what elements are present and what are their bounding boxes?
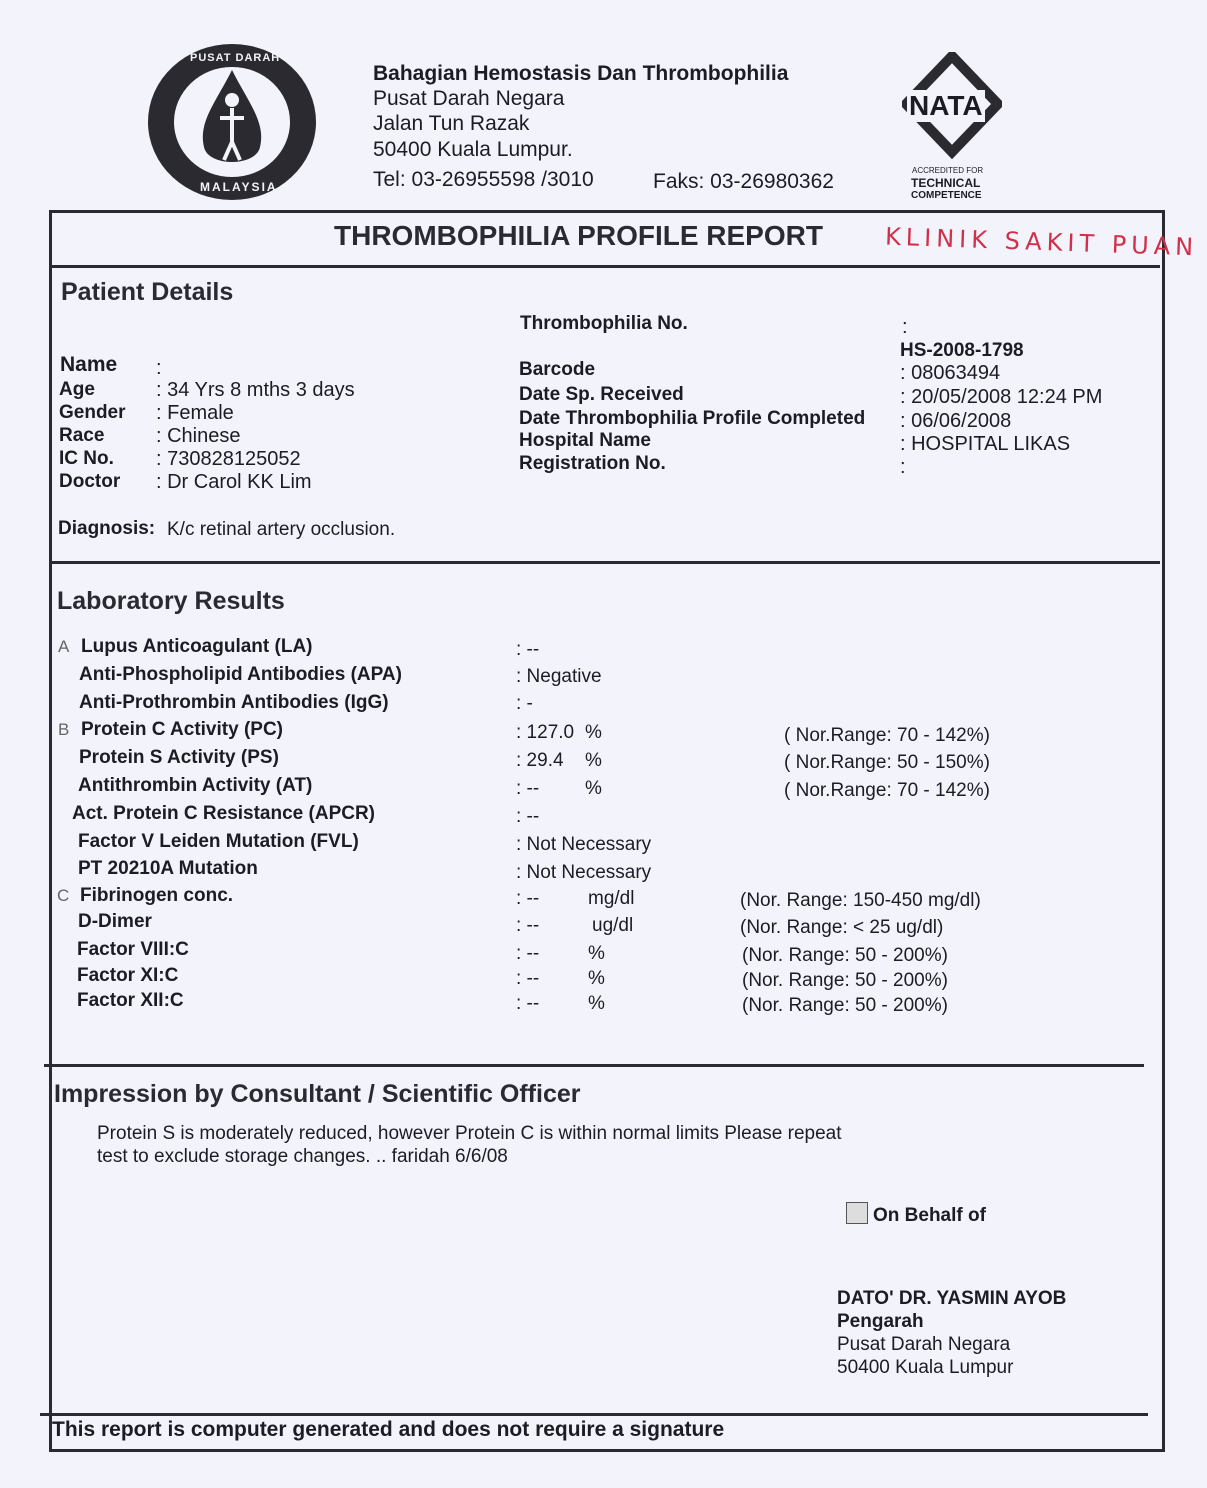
ic-label: IC No. <box>59 448 114 469</box>
thrombophilia-no-value: HS-2008-1798 <box>900 340 1024 361</box>
gender-value: : Female <box>156 402 234 424</box>
nata-sub1: ACCREDITED FOR <box>912 166 984 175</box>
report-title: THROMBOPHILIA PROFILE REPORT <box>334 220 823 251</box>
test-value: : Not Necessary <box>516 862 652 883</box>
test-name: Protein S Activity (PS) <box>79 747 279 768</box>
org-line-4: 50400 Kuala Lumpur. <box>373 138 573 161</box>
group-letter: B <box>58 720 70 739</box>
test-value: : -- <box>516 993 540 1014</box>
logo-text-top: PUSAT DARAH NEGARA <box>190 52 338 64</box>
nata-sub3: COMPETENCE <box>911 190 982 201</box>
date-received-label: Date Sp. Received <box>519 384 684 405</box>
barcode-value: : 08063494 <box>900 362 1001 384</box>
on-behalf-label: On Behalf of <box>873 1205 986 1226</box>
race-value: : Chinese <box>156 425 241 447</box>
registration-label: Registration No. <box>519 453 666 474</box>
divider-footer <box>40 1413 1148 1416</box>
test-name: Protein C Activity (PC) <box>81 719 283 740</box>
test-value: : -- <box>516 639 540 660</box>
signatory-position: Pengarah <box>837 1311 924 1332</box>
test-range: (Nor. Range: < 25 ug/dl) <box>740 917 944 938</box>
nata-sub2: TECHNICAL <box>911 176 981 190</box>
ic-value: : 730828125052 <box>156 448 301 470</box>
thrombophilia-no-colon: : <box>902 316 908 338</box>
thrombophilia-no-label: Thrombophilia No. <box>520 313 688 334</box>
date-completed-label: Date Thrombophilia Profile Completed <box>519 408 866 429</box>
test-name: Factor XI:C <box>77 965 179 986</box>
age-label: Age <box>59 379 95 400</box>
test-value: : -- <box>516 943 540 964</box>
impression-line-1: Protein S is moderately reduced, however Protein C is within normal limits Please repeat <box>97 1123 842 1144</box>
test-range: (Nor. Range: 50 - 200%) <box>742 995 948 1016</box>
group-letter: A <box>58 637 70 656</box>
test-unit: ug/dl <box>592 915 634 936</box>
test-unit: % <box>585 778 602 799</box>
test-name: PT 20210A Mutation <box>78 858 258 879</box>
hospital-value: : HOSPITAL LIKAS <box>900 433 1071 455</box>
test-name: Antithrombin Activity (AT) <box>78 775 313 796</box>
test-unit: % <box>585 722 602 743</box>
test-value: : -- <box>516 915 540 936</box>
doctor-value: : Dr Carol KK Lim <box>156 471 312 493</box>
signatory-name: DATO' DR. YASMIN AYOB <box>837 1288 1067 1309</box>
test-value: : Negative <box>516 666 602 687</box>
divider-patient <box>52 561 1160 564</box>
diagnosis-value: K/c retinal artery occlusion. <box>167 519 396 540</box>
test-range: ( Nor.Range: 70 - 142%) <box>784 780 990 801</box>
test-name: Lupus Anticoagulant (LA) <box>81 636 313 657</box>
logo-text-bottom: MALAYSIA <box>200 180 278 194</box>
impression-section-title: Impression by Consultant / Scientific Officer <box>54 1080 581 1108</box>
test-name: Fibrinogen conc. <box>80 885 234 906</box>
org-line-3: Jalan Tun Razak <box>373 112 530 135</box>
patient-section-title: Patient Details <box>61 278 234 306</box>
test-unit: mg/dl <box>588 888 635 909</box>
gender-label: Gender <box>59 402 126 423</box>
group-letter: C <box>57 886 70 905</box>
test-unit: % <box>588 993 605 1014</box>
test-value: : -- <box>516 806 540 827</box>
nata-logo <box>902 52 1002 202</box>
test-name: Factor XII:C <box>77 990 184 1011</box>
test-name: Anti-Phospholipid Antibodies (APA) <box>79 664 402 685</box>
registration-value: : <box>900 456 906 478</box>
test-range: (Nor. Range: 150-450 mg/dl) <box>740 890 981 911</box>
test-name: D-Dimer <box>78 911 152 932</box>
test-range: ( Nor.Range: 70 - 142%) <box>784 725 990 746</box>
date-received-value: : 20/05/2008 12:24 PM <box>900 386 1103 408</box>
doctor-label: Doctor <box>59 471 121 492</box>
on-behalf-checkbox[interactable] <box>846 1202 868 1224</box>
test-unit: % <box>588 943 605 964</box>
org-fax: Faks: 03-26980362 <box>653 170 834 193</box>
test-value: : 127.0 <box>516 722 575 743</box>
test-unit: % <box>588 968 605 989</box>
hospital-label: Hospital Name <box>519 430 651 451</box>
name-value: : <box>156 357 162 379</box>
handwritten-note: KLINIK SAKIT PUAN <box>884 222 1199 262</box>
date-completed-value: : 06/06/2008 <box>900 410 1012 432</box>
lab-section-title: Laboratory Results <box>57 587 285 615</box>
test-value: : -- <box>516 778 540 799</box>
test-range: (Nor. Range: 50 - 200%) <box>742 945 948 966</box>
test-range: ( Nor.Range: 50 - 150%) <box>784 752 990 773</box>
test-name: Act. Protein C Resistance (APCR) <box>72 803 376 824</box>
test-value: : Not Necessary <box>516 834 652 855</box>
test-name: Factor VIII:C <box>77 939 189 960</box>
test-value: : -- <box>516 968 540 989</box>
logo-seal <box>146 42 338 202</box>
name-label: Name <box>60 353 118 376</box>
org-line-2: Pusat Darah Negara <box>373 87 565 110</box>
org-line-1: Bahagian Hemostasis Dan Thrombophilia <box>373 62 789 85</box>
race-label: Race <box>59 425 105 446</box>
barcode-label: Barcode <box>519 359 596 380</box>
signatory-address: 50400 Kuala Lumpur <box>837 1357 1014 1378</box>
org-tel: Tel: 03-26955598 /3010 <box>373 168 594 191</box>
test-unit: % <box>585 750 602 771</box>
diagnosis-label: Diagnosis: <box>58 518 156 539</box>
age-value: : 34 Yrs 8 mths 3 days <box>156 379 355 401</box>
footer-note: This report is computer generated and does not require a signature <box>52 1418 725 1441</box>
test-name: Anti-Prothrombin Antibodies (IgG) <box>79 692 389 713</box>
signatory-org: Pusat Darah Negara <box>837 1334 1011 1355</box>
impression-line-2: test to exclude storage changes. .. faridah 6/6/08 <box>97 1146 508 1167</box>
test-name: Factor V Leiden Mutation (FVL) <box>78 831 359 852</box>
test-value: : 29.4 <box>516 750 564 771</box>
divider-title <box>52 265 1160 268</box>
divider-lab <box>44 1064 1144 1067</box>
test-value: : - <box>516 693 533 714</box>
test-value: : -- <box>516 888 540 909</box>
nata-title: NATA <box>909 90 983 121</box>
test-range: (Nor. Range: 50 - 200%) <box>742 970 948 991</box>
